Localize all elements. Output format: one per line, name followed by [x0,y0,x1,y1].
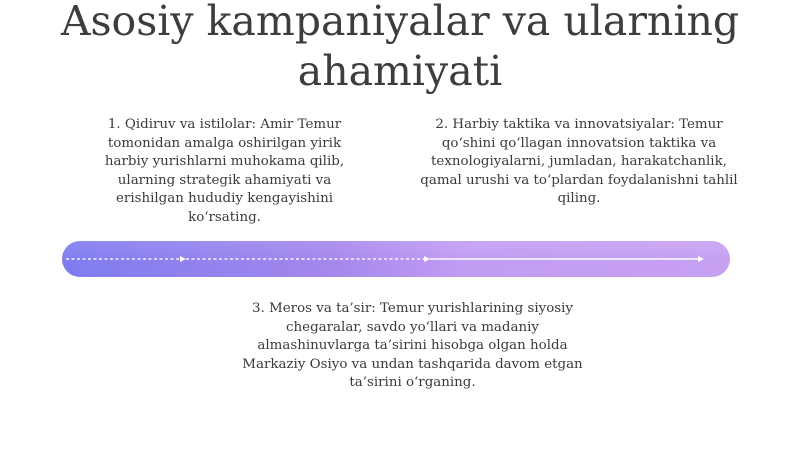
arrow-marker-3 [698,256,704,262]
timeline-item-3: 3. Meros va ta’sir: Temur yurishlarining siyosiy chegaralar, savdo yo‘llari va madaniy almashinuvlarga ta’sirini hisobga olgan holda Markaziy Osiyo va undan tashqarida davom etgan ta’sirini o‘rganing. [242,301,583,390]
slide-title: Asosiy kampaniyalar va ularning ahamiyati [60,0,740,95]
timeline-item-2: 2. Harbiy taktika va innovatsiyalar: Temur qo‘shini qo‘llagan innovatsion taktika va texnologiyalarni, jumladan, harakatchanlik, qamal urushi va to‘plardan foydalanishni tahlil qiling. [420,117,738,206]
timeline-bar [62,241,730,277]
arrow-marker-2 [424,256,430,262]
arrow-marker-1 [180,256,186,262]
timeline-item-1: 1. Qidiruv va istilolar: Amir Temur tomonidan amalga oshirilgan yirik harbiy yurishlarni muhokama qilib, ularning strategik ahamiyati va erishilgan hududiy kengayishini ko‘rsating. [104,117,345,225]
timeline-arrows [62,241,730,277]
